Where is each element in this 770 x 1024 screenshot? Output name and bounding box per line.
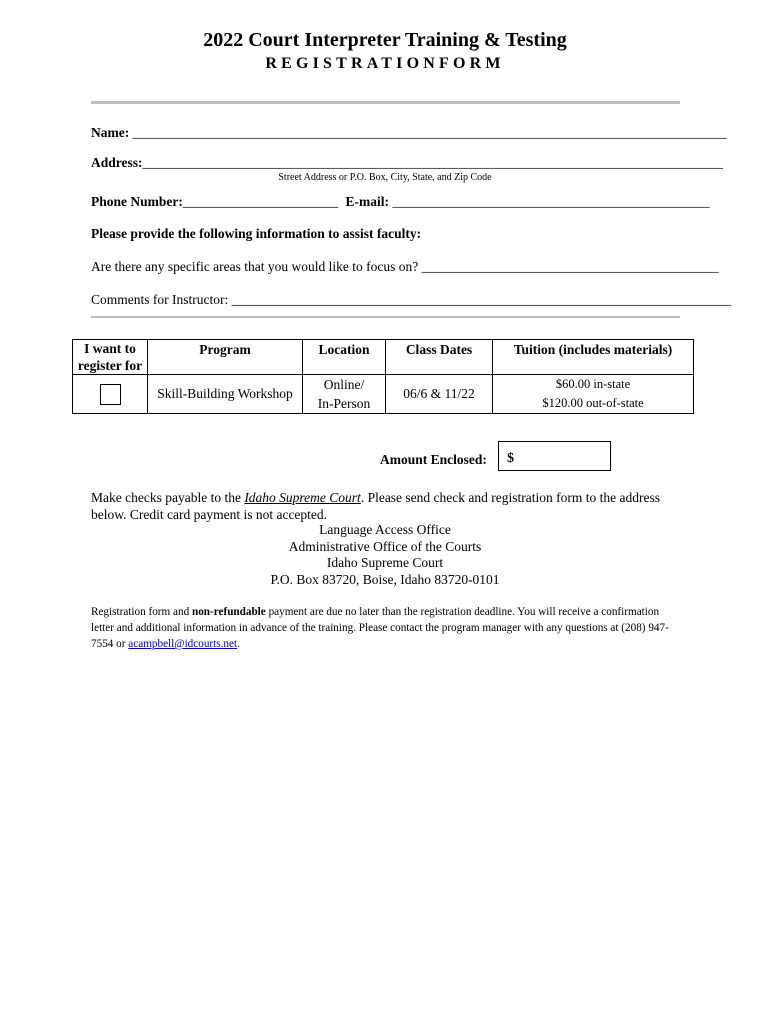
col-header-dates: Class Dates — [386, 340, 493, 375]
middle-divider — [91, 316, 680, 318]
col-header-tuition: Tuition (includes materials) — [493, 340, 694, 375]
address-label: Address: — [91, 155, 143, 170]
register-checkbox[interactable] — [100, 384, 121, 405]
location-cell — [303, 375, 386, 414]
phone-email-row — [91, 194, 710, 210]
faculty-heading: Please provide the following information to assist faculty: — [91, 226, 422, 241]
tuition-line-2: $120.00 out-of-state — [542, 396, 644, 410]
contact-email-link[interactable]: acampbell@idcourts.net — [128, 638, 238, 650]
dates-cell: 06/6 & 11/22 — [386, 375, 493, 414]
program-cell: Skill-Building Workshop — [148, 375, 303, 414]
mailing-address-line-1: Language Access Office — [319, 522, 451, 537]
payment-text-after: . Please send check and registration form to the address below. Credit card payment is not accepted. — [91, 490, 660, 522]
payment-instructions — [91, 489, 681, 523]
email-label: E-mail: — [345, 194, 389, 209]
phone-label: Phone Number: — [91, 194, 183, 209]
payment-text-before: Make checks payable to the — [91, 490, 245, 505]
comments-row — [91, 292, 731, 308]
location-line-2: In-Person — [317, 396, 371, 411]
registration-table — [72, 339, 694, 414]
notice-text-before: Registration form and — [91, 606, 192, 618]
notice-text-after: payment are due no later than the registration deadline. You will receive a confirmation letter and additional information in advance of the training. Please contact the program manager with any questions at (208) 947-7554 or — [91, 606, 669, 650]
comments-field[interactable]: __________________________________________________________________________ — [231, 292, 732, 307]
amount-label: Amount Enclosed: — [380, 452, 487, 467]
table-header-row — [73, 340, 694, 375]
comments-label: Comments for Instructor: — [91, 292, 229, 307]
payee-name: Idaho Supreme Court — [244, 490, 361, 505]
phone-field[interactable]: _______________________ — [182, 194, 339, 209]
address-row — [91, 155, 723, 171]
col-header-location: Location — [303, 340, 386, 375]
notice-end: . — [237, 638, 240, 650]
form-title: 2022 Court Interpreter Training & Testing — [203, 29, 567, 51]
col-header-program: Program — [148, 340, 303, 375]
address-hint: Street Address or P.O. Box, City, State, and Zip Code — [278, 172, 492, 183]
focus-question: Are there any specific areas that you would like to focus on? — [91, 259, 419, 274]
email-field[interactable]: _______________________________________________ — [392, 194, 710, 209]
deadline-notice — [91, 604, 681, 652]
form-subtitle: REGISTRATIONFORM — [265, 55, 505, 72]
top-divider — [91, 101, 680, 104]
tuition-line-1: $60.00 in-state — [555, 377, 631, 391]
notice-bold: non-refundable — [191, 606, 266, 618]
col-header-register: I want to register for — [73, 340, 148, 375]
mailing-address-line-3: Idaho Supreme Court — [326, 555, 444, 570]
table-row — [73, 375, 694, 414]
mailing-address-line-4: P.O. Box 83720, Boise, Idaho 83720-0101 — [270, 572, 500, 587]
mailing-address-line-2: Administrative Office of the Courts — [288, 539, 482, 554]
name-row — [91, 125, 727, 141]
register-cell — [73, 375, 148, 414]
tuition-cell — [493, 375, 694, 414]
location-line-1: Online/ — [323, 377, 365, 392]
amount-field[interactable]: $ — [498, 441, 611, 471]
focus-field[interactable]: ____________________________________________ — [421, 259, 719, 274]
focus-row — [91, 259, 719, 275]
address-field[interactable]: ______________________________________________________________________________________ — [142, 155, 724, 170]
name-field[interactable]: ________________________________________________________________________________________ — [132, 125, 727, 140]
name-label: Name: — [91, 125, 130, 140]
